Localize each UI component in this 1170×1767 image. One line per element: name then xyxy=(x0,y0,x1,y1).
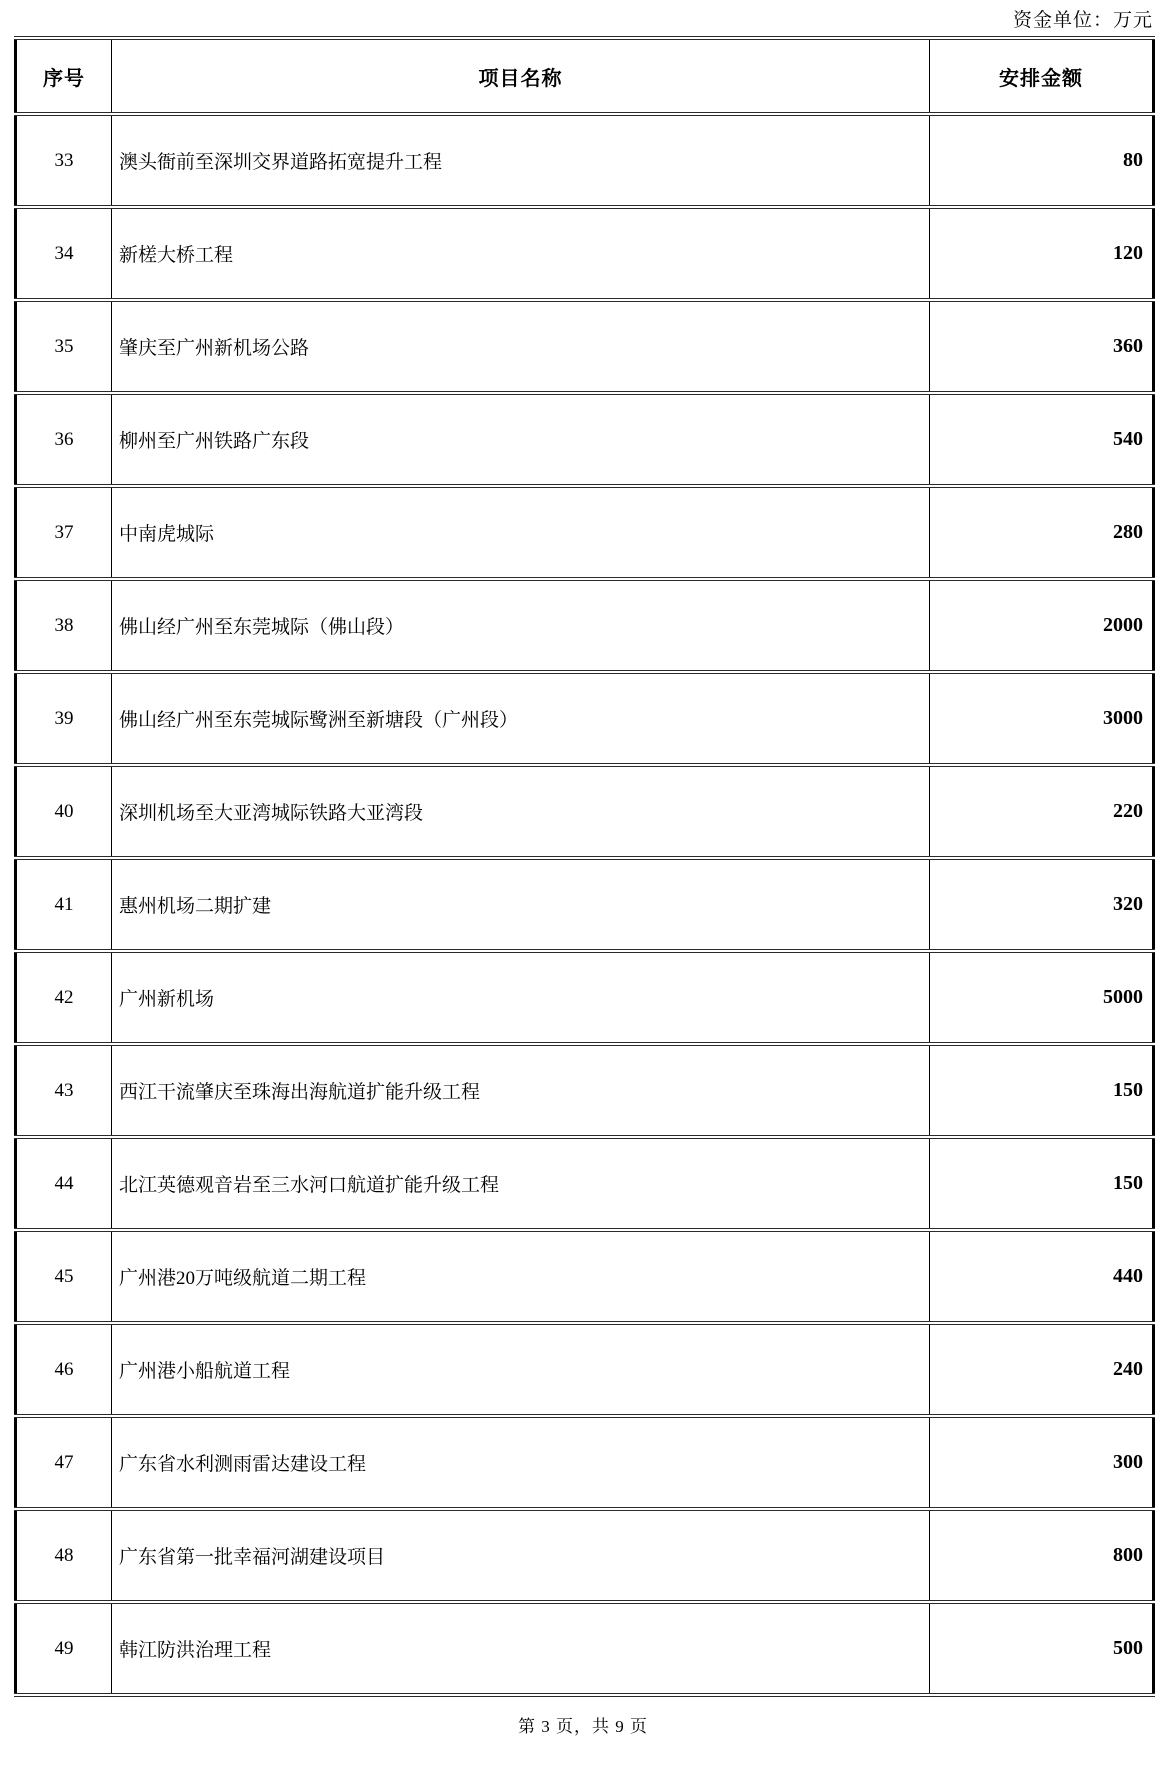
amount-cell: 80 xyxy=(930,114,1154,207)
header-project-name: 项目名称 xyxy=(112,38,930,114)
table-row xyxy=(16,393,1154,486)
project-name-cell: 广州新机场 xyxy=(112,951,930,1044)
project-name-cell: 佛山经广州至东莞城际（佛山段） xyxy=(112,579,930,672)
row-index-cell: 34 xyxy=(16,207,112,300)
table-row xyxy=(16,1602,1154,1695)
amount-cell: 2000 xyxy=(930,579,1154,672)
amount-cell: 300 xyxy=(930,1416,1154,1509)
projects-table xyxy=(14,36,1155,1697)
amount-cell: 800 xyxy=(930,1509,1154,1602)
header-index: 序号 xyxy=(16,38,112,114)
row-index-cell: 37 xyxy=(16,486,112,579)
project-name-cell: 广州港20万吨级航道二期工程 xyxy=(112,1230,930,1323)
project-name-cell: 新槎大桥工程 xyxy=(112,207,930,300)
project-name-cell: 肇庆至广州新机场公路 xyxy=(112,300,930,393)
table-row xyxy=(16,300,1154,393)
table-row xyxy=(16,1137,1154,1230)
project-name-cell: 广东省第一批幸福河湖建设项目 xyxy=(112,1509,930,1602)
table-row xyxy=(16,1230,1154,1323)
project-name-cell: 广州港小船航道工程 xyxy=(112,1323,930,1416)
row-index-cell: 45 xyxy=(16,1230,112,1323)
table-row xyxy=(16,1509,1154,1602)
project-name-cell: 中南虎城际 xyxy=(112,486,930,579)
fund-unit-note: 资金单位：万元 xyxy=(1012,10,1153,31)
project-name-cell: 柳州至广州铁路广东段 xyxy=(112,393,930,486)
amount-cell: 5000 xyxy=(930,951,1154,1044)
amount-cell: 240 xyxy=(930,1323,1154,1416)
row-index-cell: 44 xyxy=(16,1137,112,1230)
header-amount: 安排金额 xyxy=(930,38,1154,114)
amount-cell: 3000 xyxy=(930,672,1154,765)
table-row xyxy=(16,765,1154,858)
amount-cell: 120 xyxy=(930,207,1154,300)
row-index-cell: 38 xyxy=(16,579,112,672)
row-index-cell: 42 xyxy=(16,951,112,1044)
table-row xyxy=(16,486,1154,579)
project-name-cell: 惠州机场二期扩建 xyxy=(112,858,930,951)
row-index-cell: 41 xyxy=(16,858,112,951)
row-index-cell: 46 xyxy=(16,1323,112,1416)
project-name-cell: 西江干流肇庆至珠海出海航道扩能升级工程 xyxy=(112,1044,930,1137)
row-index-cell: 49 xyxy=(16,1602,112,1695)
row-index-cell: 35 xyxy=(16,300,112,393)
table-row xyxy=(16,1323,1154,1416)
amount-cell: 220 xyxy=(930,765,1154,858)
amount-cell: 150 xyxy=(930,1137,1154,1230)
amount-cell: 440 xyxy=(930,1230,1154,1323)
row-index-cell: 39 xyxy=(16,672,112,765)
table-row xyxy=(16,858,1154,951)
row-index-cell: 43 xyxy=(16,1044,112,1137)
amount-cell: 280 xyxy=(930,486,1154,579)
project-name-cell: 佛山经广州至东莞城际鹭洲至新塘段（广州段） xyxy=(112,672,930,765)
table-row xyxy=(16,1416,1154,1509)
header-row xyxy=(16,38,1154,114)
row-index-cell: 33 xyxy=(16,114,112,207)
amount-cell: 360 xyxy=(930,300,1154,393)
project-name-cell: 澳头衙前至深圳交界道路拓宽提升工程 xyxy=(112,114,930,207)
amount-cell: 500 xyxy=(930,1602,1154,1695)
page-number-footer: 第 3 页，共 9 页 xyxy=(518,1717,648,1736)
project-name-cell: 深圳机场至大亚湾城际铁路大亚湾段 xyxy=(112,765,930,858)
amount-cell: 320 xyxy=(930,858,1154,951)
row-index-cell: 48 xyxy=(16,1509,112,1602)
project-name-cell: 广东省水利测雨雷达建设工程 xyxy=(112,1416,930,1509)
amount-cell: 150 xyxy=(930,1044,1154,1137)
table-row xyxy=(16,579,1154,672)
project-name-cell: 韩江防洪治理工程 xyxy=(112,1602,930,1695)
table-row xyxy=(16,672,1154,765)
table-body xyxy=(16,114,1154,1695)
project-name-cell: 北江英德观音岩至三水河口航道扩能升级工程 xyxy=(112,1137,930,1230)
table-row xyxy=(16,114,1154,207)
row-index-cell: 36 xyxy=(16,393,112,486)
row-index-cell: 47 xyxy=(16,1416,112,1509)
table-row xyxy=(16,951,1154,1044)
row-index-cell: 40 xyxy=(16,765,112,858)
amount-cell: 540 xyxy=(930,393,1154,486)
table-header xyxy=(16,38,1154,114)
table-row xyxy=(16,207,1154,300)
table-row xyxy=(16,1044,1154,1137)
